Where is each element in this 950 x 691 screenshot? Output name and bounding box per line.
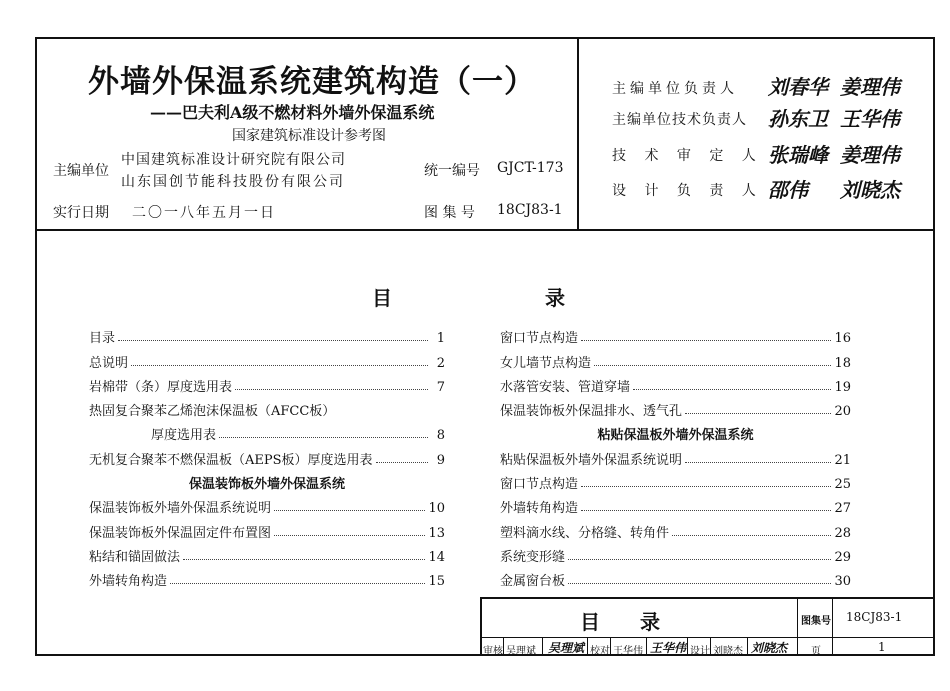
toc-entry <box>89 516 445 540</box>
doc-title: 外墙外保温系统建筑构造（一） <box>88 64 536 100</box>
toc-left-column <box>89 322 445 589</box>
toc-entry <box>89 565 445 589</box>
toc-entry-page: 2 <box>436 355 445 371</box>
toc-entry-title: 保温装饰板外墙外保温系统说明 <box>89 501 272 517</box>
signature-2b: 王华伟 <box>840 107 900 131</box>
toc-entry-title: 粘结和锚固做法 <box>89 549 181 565</box>
code-label: 统一编号 <box>424 163 480 179</box>
org-1: 中国建筑标准设计研究院有限公司 <box>121 152 346 168</box>
toc-entry <box>89 419 445 443</box>
toc-section-heading <box>89 468 445 492</box>
toc-entry-title: 厚度选用表 <box>151 428 217 444</box>
role-3: 技 术 审 定 人 <box>612 148 763 164</box>
toc-entry <box>89 371 445 395</box>
toc-entry-title: 保温装饰板外保温固定件布置图 <box>89 525 272 541</box>
org-2: 山东国创节能科技股份有限公司 <box>121 174 345 190</box>
toc-entry-title: 无机复合聚苯不燃保温板（AEPS板）厚度选用表 <box>89 452 373 468</box>
code-value: GJCT-173 <box>497 160 564 176</box>
toc-entry-title: 岩棉带（条）厚度选用表 <box>89 379 233 395</box>
toc-entry-page: 25 <box>834 477 851 493</box>
toc-right-column <box>500 322 851 589</box>
toc-entry-page: 27 <box>834 501 851 517</box>
date-value: 二〇一八年五月一日 <box>132 205 276 221</box>
toc-leader-dots <box>633 389 831 390</box>
checker-signature: 王华伟 <box>650 641 687 655</box>
toc-section-label: 粘贴保温板外墙外保温系统 <box>597 428 754 444</box>
toc-leader-dots <box>685 462 831 463</box>
signature-3b: 姜理伟 <box>840 143 900 167</box>
toc-entry <box>500 395 851 419</box>
toc-entry-title: 粘贴保温板外墙外保温系统说明 <box>500 452 683 468</box>
toc-entry-page: 14 <box>428 549 445 565</box>
signature-4a: 邵伟 <box>768 178 808 202</box>
titleblock-atlas-label: 图集号 <box>801 616 831 627</box>
toc-entry <box>500 565 851 589</box>
toc-leader-dots <box>581 510 831 511</box>
role-4: 设 计 负 责 人 <box>612 183 763 199</box>
title-block <box>480 597 935 658</box>
toc-entry-page: 15 <box>428 574 445 590</box>
toc-entry <box>89 492 445 516</box>
designer-name: 刘晓杰 <box>713 646 743 657</box>
toc-leader-dots <box>235 389 428 390</box>
toc-entry-page: 18 <box>834 355 851 371</box>
role-2: 主编单位技术负责人 <box>612 112 747 128</box>
toc-entry-title: 外墙转角构造 <box>500 501 579 517</box>
toc-entry-title: 金属窗台板 <box>500 574 566 590</box>
toc-entry-title: 保温装饰板外保温排水、透气孔 <box>500 404 683 420</box>
toc-section-label: 保温装饰板外墙外保温系统 <box>188 477 345 493</box>
toc-entry <box>500 492 851 516</box>
toc-entry-title: 热固复合聚苯乙烯泡沫保温板（AFCC板） <box>89 404 336 420</box>
toc-entry-page: 16 <box>834 331 851 347</box>
toc-leader-dots <box>170 583 425 584</box>
toc-entry-page: 8 <box>436 428 445 444</box>
toc-leader-dots <box>131 365 428 366</box>
toc-entry-page: 28 <box>834 525 851 541</box>
toc-entry-title: 系统变形缝 <box>500 549 566 565</box>
toc-leader-dots <box>274 535 425 536</box>
titleblock-title: 目录 <box>580 610 700 634</box>
toc-section-heading <box>500 419 851 443</box>
toc-entry <box>500 468 851 492</box>
toc-entry-page: 9 <box>436 452 445 468</box>
toc-entry-title: 女儿墙节点构造 <box>500 355 592 371</box>
toc-leader-dots <box>685 413 831 414</box>
toc-leader-dots <box>594 365 831 366</box>
toc-entry-page: 20 <box>834 404 851 420</box>
toc-entry <box>89 395 445 419</box>
toc-entry <box>500 443 851 467</box>
toc-entry-page: 19 <box>834 379 851 395</box>
header-vertical-divider <box>577 37 579 230</box>
signature-3a: 张瑞峰 <box>768 143 828 167</box>
header-divider <box>35 229 935 231</box>
toc-entry-title: 水落管安装、管道穿墙 <box>500 379 631 395</box>
toc-entry <box>89 541 445 565</box>
page-value: 1 <box>878 640 886 654</box>
page-label: 页 <box>811 646 821 657</box>
toc-leader-dots <box>274 510 425 511</box>
toc-entry-title: 窗口节点构造 <box>500 477 579 493</box>
reviewer-name: 吴理斌 <box>506 646 536 657</box>
toc-entry-title: 塑料滴水线、分格缝、转角件 <box>500 525 670 541</box>
titleblock-atlas-value: 18CJ83-1 <box>846 610 903 624</box>
role-1: 主编单位负责人 <box>612 81 738 97</box>
toc-entry <box>500 346 851 370</box>
design-label: 设计 <box>690 646 710 657</box>
checker-name: 王华伟 <box>613 646 643 657</box>
toc-leader-dots <box>568 583 831 584</box>
toc-leader-dots <box>183 559 425 560</box>
atlas-label: 图 集 号 <box>424 205 475 221</box>
doc-subtitle: ——巴夫利A级不燃材料外墙外保温系统 <box>150 103 435 122</box>
toc-entry-title: 总说明 <box>89 355 129 371</box>
toc-entry-page: 21 <box>834 452 851 468</box>
toc-entry-page: 30 <box>834 574 851 590</box>
toc-leader-dots <box>581 486 831 487</box>
toc-entry <box>89 346 445 370</box>
toc-entry-page: 10 <box>428 501 445 517</box>
org-label: 主编单位 <box>53 163 109 179</box>
reviewer-signature: 吴理斌 <box>548 641 585 655</box>
doc-series: 国家建筑标准设计参考图 <box>232 128 386 144</box>
toc-entry-title: 外墙转角构造 <box>89 574 168 590</box>
designer-signature: 刘晓杰 <box>751 641 788 655</box>
toc-leader-dots <box>118 340 428 341</box>
signature-1a: 刘春华 <box>768 75 828 99</box>
review-label: 审核 <box>483 646 503 657</box>
toc-entry-title: 窗口节点构造 <box>500 331 579 347</box>
signature-1b: 姜理伟 <box>840 75 900 99</box>
atlas-value: 18CJ83-1 <box>497 202 563 218</box>
toc-entry <box>500 322 851 346</box>
toc-entry-title: 目录 <box>89 331 116 347</box>
toc-heading-left: 目 <box>372 286 392 310</box>
toc-entry <box>500 516 851 540</box>
toc-leader-dots <box>568 559 831 560</box>
toc-entry <box>89 322 445 346</box>
toc-leader-dots <box>376 462 428 463</box>
toc-entry-page: 1 <box>436 331 445 347</box>
toc-entry <box>89 443 445 467</box>
toc-entry-page: 29 <box>834 549 851 565</box>
date-label: 实行日期 <box>53 205 109 221</box>
toc-entry-page: 7 <box>436 379 445 395</box>
toc-entry <box>500 541 851 565</box>
signature-4b: 刘晓杰 <box>840 178 900 202</box>
toc-leader-dots <box>581 340 831 341</box>
signature-2a: 孙东卫 <box>768 107 828 131</box>
check-label: 校对 <box>590 646 610 657</box>
toc-leader-dots <box>219 437 428 438</box>
toc-entry <box>500 371 851 395</box>
toc-entry-page: 13 <box>428 525 445 541</box>
toc-heading-right: 录 <box>545 286 565 310</box>
toc-leader-dots <box>672 535 831 536</box>
